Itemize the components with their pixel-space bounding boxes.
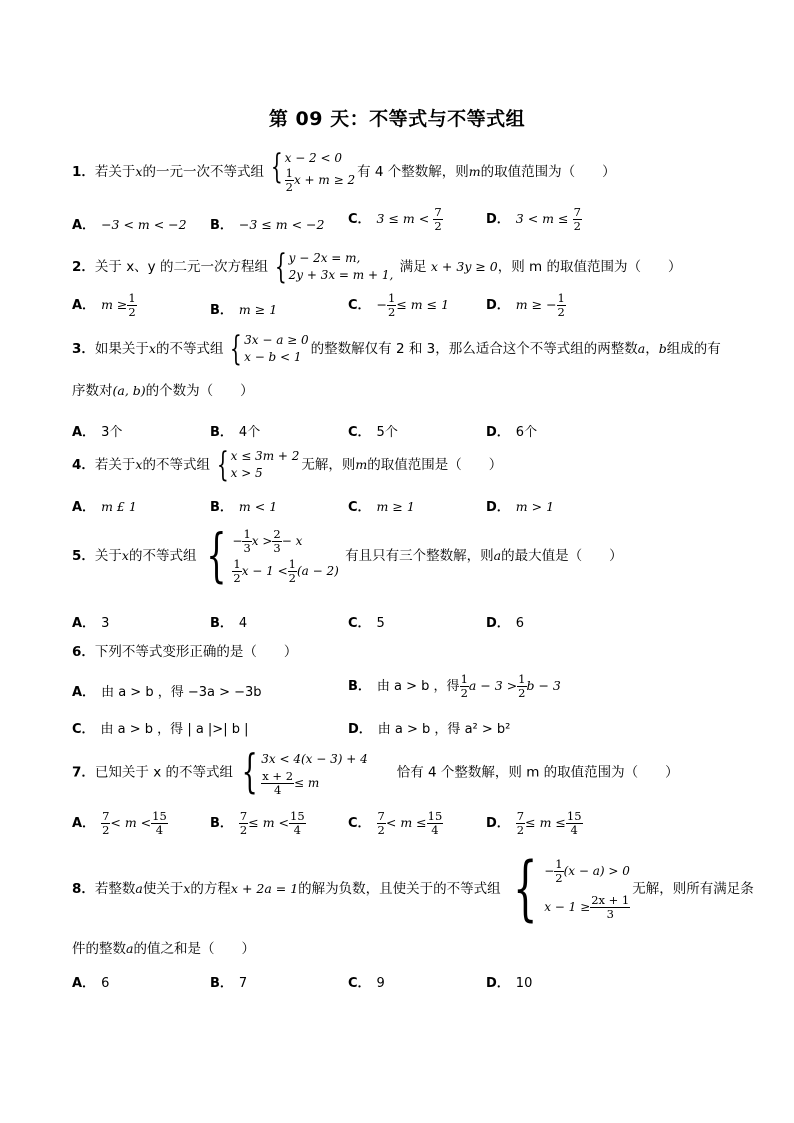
fraction: $\frac{7}{2}$: [377, 809, 385, 837]
option-b: B． 由 a > b ，得 $\frac{1}{2}$ a − 3 > $\frac{1}{2}$ b − 3: [348, 672, 561, 700]
question-text: 无解，则所有满足条: [632, 881, 754, 897]
fraction: $\frac{7}{2}$: [573, 205, 581, 233]
question-text: 的整数解仅有 2 和 3，那么适合这个不等式组的两整数: [310, 341, 638, 357]
question-text: 若关于: [94, 457, 136, 473]
question-text: 无解，则: [301, 457, 356, 473]
math-var: x: [148, 341, 156, 356]
equation-system: { y − 2x = m, 2y + 3x = m + 1,: [274, 247, 394, 287]
fraction: $\frac{7}{2}$: [516, 809, 525, 837]
option-d: D． m > 1: [486, 499, 555, 515]
option-c: C． 9: [348, 976, 385, 991]
question-2: [72, 247, 682, 287]
option-d: D． 6: [486, 616, 525, 631]
math-var: a: [493, 548, 502, 563]
question-text: 的取值范围是（ ）: [367, 457, 503, 473]
question-text: 的值之和是（ ）: [133, 941, 255, 957]
question-text: 恰有 4 个整数解，则 m 的取值范围为（ ）: [396, 764, 679, 781]
fraction: $\frac{15}{4}$: [427, 809, 443, 837]
option-b: B． −3 ≤ m < −2: [210, 217, 325, 233]
fraction: $\frac{1}{2}$: [288, 557, 296, 585]
math-var: m: [468, 164, 481, 179]
system-row: 2y + 3x = m + 1,: [288, 268, 394, 282]
option-b: B． $\frac{7}{2}$ ≤ m < $\frac{15}{4}$: [210, 809, 305, 837]
question-number: 5．: [72, 548, 95, 564]
option-b: B． m ≥ 1: [210, 302, 278, 318]
fraction: $\frac{1}{2}$: [285, 166, 293, 194]
question-7: [72, 744, 679, 798]
system-row: x − 2 < 0: [284, 151, 343, 165]
option-d: D． 由 a > b ，得 a² > b²: [348, 722, 511, 737]
question-6: [72, 642, 297, 662]
question-text: 下列不等式变形正确的是（ ）: [94, 644, 298, 660]
system-row: − $\frac{1}{2}$ (x − a) > 0: [544, 857, 630, 885]
math-var: a: [637, 341, 646, 356]
math-var: x: [183, 881, 191, 896]
fraction: $\frac{7}{2}$: [239, 809, 248, 837]
question-number: 4．: [72, 457, 95, 473]
question-number: 3．: [72, 341, 95, 357]
option-c: C． 由 a > b ，得 | a |>| b |: [72, 722, 249, 737]
question-number: 8．: [72, 881, 95, 897]
fraction: $\frac{x + 2}{4}$: [262, 769, 294, 797]
question-number: 2．: [72, 259, 95, 275]
question-text: 有 4 个整数解，则: [357, 164, 469, 180]
option-d: D． m ≥ − $\frac{1}{2}$: [486, 291, 565, 319]
option-c: C． 3 ≤ m < $\frac{7}{2}$: [348, 205, 442, 233]
option-a: A． 6: [72, 976, 110, 991]
system-row: y − 2x = m,: [288, 251, 361, 265]
option-a: A． m £ 1: [72, 499, 137, 515]
question-text: 关于 x、y 的二元一次方程组: [94, 259, 268, 275]
option-d: D． 10: [486, 976, 533, 991]
inequality-system: { x − 2 < 0 $\frac{1}{2}$ x + m ≥ 2: [270, 147, 356, 194]
question-number: 6．: [72, 644, 95, 660]
system-row: − $\frac{1}{3}$ x > $\frac{2}{3}$ − x: [232, 527, 303, 555]
question-text: 的个数为（ ）: [145, 383, 254, 399]
math-var: x: [135, 164, 143, 179]
question-text: 如果关于: [94, 341, 149, 357]
question-5: [72, 521, 623, 589]
fraction: $\frac{7}{2}$: [102, 809, 110, 837]
question-text: ，则 m 的取值范围为（ ）: [497, 259, 682, 275]
question-text: 关于: [94, 548, 122, 564]
question-text: 的方程: [190, 881, 231, 897]
page-title: 第 09 天：不等式与不等式组: [268, 108, 526, 130]
question-text: 若关于: [94, 164, 136, 180]
fraction: $\frac{15}{4}$: [290, 809, 305, 837]
option-a: A． 3个: [72, 425, 123, 440]
math-var: m: [355, 457, 368, 472]
question-text: 的不等式组: [128, 548, 197, 564]
math-expression: x + 2a = 1: [230, 881, 299, 896]
question-number: 1．: [72, 164, 95, 180]
option-a: A． 由 a > b ，得 −3a > −3b: [72, 685, 262, 700]
inequality-system: { 3x − a ≥ 0 x − b < 1: [230, 329, 309, 369]
option-b: B． m < 1: [210, 499, 278, 515]
option-c: C． 5个: [348, 425, 398, 440]
option-b: B． 7: [210, 976, 248, 991]
fraction: $\frac{7}{2}$: [434, 205, 442, 233]
fraction: $\frac{1}{2}$: [557, 291, 565, 319]
system-row: 3x < 4(x − 3) + 4: [261, 752, 368, 766]
inequality-system: { x ≤ 3m + 2 x > 5: [216, 445, 300, 485]
math-expression: (a, b): [112, 383, 146, 398]
math-expression: x + 3y ≥ 0: [430, 259, 498, 274]
option-d: D． 6个: [486, 425, 538, 440]
system-row: 3x − a ≥ 0: [244, 333, 309, 347]
option-a: A． m ≥ $\frac{1}{2}$: [72, 291, 136, 319]
question-3: [72, 329, 721, 369]
option-b: B． 4: [210, 616, 248, 631]
fraction: $\frac{15}{4}$: [152, 809, 167, 837]
question-text: 已知关于 x 的不等式组: [94, 764, 233, 781]
fraction: $\frac{1}{2}$: [555, 857, 563, 885]
option-b: B． 4个: [210, 425, 261, 440]
system-row: x − b < 1: [244, 350, 302, 364]
fraction: $\frac{1}{3}$: [243, 527, 251, 555]
question-3-line-2: [72, 381, 254, 401]
fraction: $\frac{1}{2}$: [518, 672, 526, 700]
option-a: A． −3 < m < −2: [72, 217, 187, 233]
question-8-line-2: [72, 939, 255, 959]
fraction: $\frac{15}{4}$: [566, 809, 582, 837]
option-c: C． − $\frac{1}{2}$ ≤ m ≤ 1: [348, 291, 450, 319]
question-text: 件的整数: [72, 941, 126, 957]
inequality-system: { − $\frac{1}{2}$ (x − a) > 0 x − 1 ≥ $\frac{2x + 1}{3}$: [512, 847, 630, 929]
question-text: 的最大值是（ ）: [501, 548, 623, 564]
question-text: 序数对: [72, 383, 113, 399]
option-c: C． $\frac{7}{2}$ < m ≤ $\frac{15}{4}$: [348, 809, 443, 837]
option-a: A． $\frac{7}{2}$ < m < $\frac{15}{4}$: [72, 809, 167, 837]
question-text: 若整数: [94, 881, 136, 897]
question-4: [72, 445, 503, 485]
question-text: 使关于: [142, 881, 184, 897]
math-var: x: [135, 457, 143, 472]
question-text: 的解为负数，且使关于的不等式组: [298, 881, 501, 897]
question-text: 组成的有: [666, 341, 721, 357]
question-text: 有且只有三个整数解，则: [345, 548, 494, 564]
option-d: D． $\frac{7}{2}$ ≤ m ≤ $\frac{15}{4}$: [486, 809, 582, 837]
math-var: b: [658, 341, 667, 356]
fraction: $\frac{1}{2}$: [460, 672, 468, 700]
fraction: $\frac{1}{2}$: [233, 557, 241, 585]
option-c: C． 5: [348, 616, 385, 631]
fraction: $\frac{2}{3}$: [273, 527, 281, 555]
question-text: 的不等式组: [142, 457, 210, 473]
system-row: x − 1 ≥ $\frac{2x + 1}{3}$: [544, 893, 630, 921]
math-var: a: [135, 881, 143, 896]
question-1: [72, 147, 616, 194]
inequality-system: { − $\frac{1}{3}$ x > $\frac{2}{3}$ − x $\frac{1}{2}$ x − 1 < $\frac{1}{2}$ (a − 2): [206, 521, 339, 589]
question-text: 的取值范围为（ ）: [480, 164, 616, 180]
fraction: $\frac{1}{2}$: [388, 291, 396, 319]
system-row: $\frac{1}{2}$ x − 1 < $\frac{1}{2}$ (a − 2): [233, 557, 339, 585]
question-text: 满足: [399, 259, 427, 275]
option-d: D． 3 < m ≤ $\frac{7}{2}$: [486, 205, 581, 233]
question-text: ，: [645, 341, 659, 357]
inequality-system: { 3x < 4(x − 3) + 4 $\frac{x + 2}{4}$ ≤ m: [241, 744, 368, 798]
question-8: [72, 847, 754, 929]
system-row: $\frac{1}{2}$ x + m ≥ 2: [285, 166, 356, 194]
system-row: x > 5: [230, 466, 263, 480]
question-text: 的不等式组: [155, 341, 224, 357]
system-row: $\frac{x + 2}{4}$ ≤ m: [262, 769, 320, 797]
option-c: C． m ≥ 1: [348, 499, 415, 515]
option-a: A． 3: [72, 616, 110, 631]
fraction: $\frac{2x + 1}{3}$: [591, 893, 630, 921]
question-text: 的一元一次不等式组: [142, 164, 264, 180]
math-var: x: [121, 548, 129, 563]
question-number: 7．: [72, 764, 95, 781]
system-row: x ≤ 3m + 2: [230, 449, 300, 463]
math-var: a: [126, 941, 134, 956]
fraction: $\frac{1}{2}$: [128, 291, 136, 319]
